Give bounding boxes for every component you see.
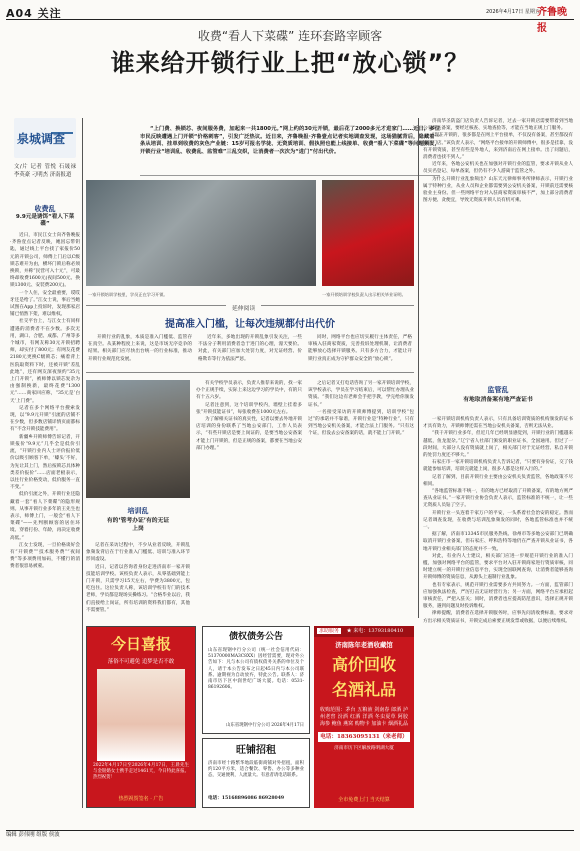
ad-debt-title: 债权债务公告 (228, 632, 283, 642)
section-4-body: 济南华圣防盗门店负责人告诉记者，过去一家开锁店需要带着到当地公安机关备案，要经过核查、实地查验等，才能在当地正规上门服务。 “现在开锁的，很多都是在网上平台接单，不仅没有备案，甚至都没有固定门店。”该负责人表示，“网络平台接单的开锁师傅中，很多是挂靠，没有开锁资质，甚至有些是外地人，来到济南后在网上接单。出了问题后，消费者也找不到人。” 近年来，各地公安机关也在加强对开锁行业的监管，要求开锁从业人员实名登记、每单备案，但仍有不少人游离于监管之外。 为什么开锁行业乱象频出？山东天元律师事务所律师表示，开锁行业属于特种行业，从业人员和企业都需要到公安机关备案，开锁前还需要核验业主身份。但一些网络平台对入驻商家资质审核不严，加上部分消费者图方便、贪便宜，导致无资质开锁人员有机可乘。 (423, 119, 573, 204)
ad-debt-notice (202, 626, 310, 734)
ad-liquor-phone-small: ★ 来电：13793180410 (346, 628, 404, 634)
page-header (6, 4, 574, 34)
ad-liquor-big1: 高价回收 (331, 654, 396, 674)
column-divider-right (418, 118, 419, 618)
byline: 文/片 记者 管悦 石晟禄 李英豪 刁明杰 济南报道 (14, 164, 76, 178)
ad-liquor-topbar (314, 626, 414, 637)
extended-reading-box (86, 305, 414, 373)
ad-liquor-tag: 求助服务 (319, 628, 340, 634)
ad-rental-title: 旺铺招租 (236, 745, 276, 756)
ad-liquor-recycle (314, 626, 414, 808)
ad-liquor-address: 济南市历下区解放路明湖大厦 (334, 746, 394, 752)
editor-credits: 编辑 彭伟刚 组版 侯波 (6, 832, 60, 838)
ad-shop-rental (202, 738, 310, 808)
section-1-body: 近日，市民江女士向齐鲁晚报·齐鲁壹点记者反映，她因忘带钥匙，通过线上平台找了家报价50元的开锁公司，师傅上门后以C级锁芯难开为由，横坏门锁后称必须换锁，并称“民营可入十元”，可最终却收费1600元(夜间500元、换锁1300元、安装费200元)。 一个人住，安全最重要，哎哎牙还是给了。”江女士说，事后当她试图在App上投诉时，发现那家店铺已悄然下架，难以维权。 社交平台上，与江女士有同样遭遇的消费者不在少数。多次无用，湖口、合肥、成都、广州等多个城市，有网友称30元开锁招聘师，却实付了800元；有网友花费2180元更换C级锁芯；痛着背上医院取资料下时，还被开锁“差乱此地”，还有网友深夜预约“35元上门开锁”，被师傅以锁芯复杂为由强制换新，最终花费“1300元”……商家回应称，“35元是‘白天’上门费”。 记者在多个网络平台搜索发现，以“9.9元开锁”引流的店铺不在少数，但多数店铺详情页面都标有“不含开锁技能费用”。 新疆乡开锁师傅告诉记者，开锁报价“9.9元”几乎全是低价引流，“开锁行业内人士评价报价低价以吸引顾客下单，‘噱头’不好，为先让其上门，然后按锁芯具体种类差价报价”……店面老板表示，以往行业价格变动，低价服务一直不变。” 低价引流之外，开锁行业还隐藏着一套“看人下菜碟”的隐形规则。从事开锁行业多年的王先生也表示，师傅上门，一般会“看人下菜碟”——先判断顾客的居住环境、穿着打扮、年龄，再决定收费高低。” 江女士发现，一旦价格谈好会有“开锁费”“技术服务费”“夜间费”等多项费用加码，不懂行的消费者很容易被蒙。 (10, 233, 80, 570)
photo-2-caption: 一家开锁培训学校负责人出示相关毕业证明。 (322, 292, 406, 297)
training-class-photo (86, 180, 316, 286)
locksmith-work-photo (86, 380, 190, 498)
ad-liquor-phone: 电话：18363095131（来老师） (318, 732, 410, 743)
ad-celebration-footer: 热烈祝贺签名 · 广告 (118, 796, 164, 803)
newspaper-logo: 齐鲁晚报 (537, 7, 567, 34)
page-number: A04 关注 (6, 7, 62, 20)
sub-headline: 收费“看人下菜碟” 连环套路宰顾客 (197, 29, 383, 43)
section-5-subheading: 有地取消备案有地严查证书 (463, 397, 533, 403)
section-5-heading: 监管乱 (487, 386, 509, 394)
ad-liquor-title: 济南陈年老酒收藏馆 (335, 641, 393, 649)
ad-celebration-slogan: 落俗不可避免 追梦是否不敢 (107, 659, 175, 666)
ad-celebration (86, 626, 196, 808)
main-headline: 谁来给开锁行业上把“放心锁”？ (110, 49, 470, 77)
ad-debt-body: 山东省现钢中行分公司（统一社会信用代码：51370000MA3C8XX）因经营需要，现对外公告如下：凡与本公司有债权债务关系的单位及个人，请于本公告发布之日起45日内与本公司联系。逾期视为自动放弃，特此公告。联系人：济南市历下区中润世纪广场大厦。电话：0531-86192606。 (208, 647, 304, 691)
extended-reading-tag: 延伸阅读 (226, 305, 261, 314)
column-divider (82, 118, 83, 808)
photo-1-caption: 一家开锁培训学校里，学员正在学习开锁。 (88, 292, 168, 297)
ad-debt-footer: 山东省现钢中行分公司 2026年4月17日 (225, 723, 304, 729)
ad-celebration-body: 2022年4月17日至2026年4月17日，王晨先生与金银婚女士携手走过1461天，今日特此喜报。热烈祝贺！ (93, 762, 189, 780)
ad-rental-body: 济南市经十路繁华地段临街商铺对外招租，面积约120平方米，适合餐饮、零售、办公等多种业态，交通便利，人流量大。有意者请电话联系。 (208, 760, 304, 778)
ad-rental-phone: 电话：15168896086 86928049 (208, 795, 285, 801)
certificate-photo (322, 180, 414, 286)
ad-liquor-body: 收购范围：茅台 五粮液 剑南春 郎酒 泸州老窖 汾酒 红酒 洋酒 冬虫夏草 阿胶 海参 鲍鱼 燕窝 购物卡 加油卡 烟酒礼品 (320, 706, 408, 727)
lead-paragraph: “上门费、换锁芯、夜间服务费，加起来一共1800元。”网上约的30元开锁，最后花了2000多元才进家门……近日，多位市民反映遭遇上门开锁“价格刺客”，引发广泛热议。近日来，齐鲁晚报·齐鲁壹点记者实地调查发现，这场猫腻背后，隐藏着一条从培训、挂单到收费的灰色产业链：15岁可报名学徒、无资质培训、假执照也能上线接单、收费“看人下菜碟”等问题频发，开锁行业“培训乱、收费乱、监管难”三乱交织，让消费者一次次为“进门”付出代价。 (140, 126, 440, 176)
section-2-heading: 培训乱 (127, 507, 149, 515)
ad-liquor-footer: 全市免费上门 当天结算 (338, 797, 390, 804)
section-3-body: 有关学校学员表示，负责人推荐来说的，找一家办个正规手续，实际上来这边学习的学员中，有的只有十五六岁。 记者注意到，这个培训学校内，墙壁上挂着多张“开锁技能证书”，每张收费在1000元左右。 为了解相关证书的真实性，记者以要去外地开锁店培训的身份联系了当地公安部门，工作人员表示，“有些开锁店是要上岗证的，是要当地公安备案才能上门开锁的，但是正规的备案，都要在当地公安部门办理。” 之后记者又打电话咨询了另一家开锁培训学校，该学校表示，学员在学习结束后，可以帮忙办理从业资质。“我们这边有老师会手把手教，学完给你颁发证书。” 一名接受采访的开锁师傅提到，培训学校“包过”的承诺并不靠谱，开锁行业是“特种行业”，只有到当地公安机关备案，才能合法上门服务。“只有这个证，但没去公安备案的话，就不能上门开锁。” (196, 381, 414, 451)
column-logo (14, 118, 76, 158)
column-logo-label: 泉城调查 (17, 132, 66, 146)
section-5-body: 一家开锁培训机构负责人表示，只有具备培训资质的机构颁发的证书才具有效力，开锁师傅还需在当地公安机关备案，否则无法从业。 “我干开锁行业多年，但近几年已经明显感觉到，开锁行业的门槛越来越低，鱼龙混杂。”辽宁省人社部门颁发的职业证书，全国通用。但过了一段时间，大部分人没有资质就上岗了，相关部门对于无证经营、私自开锁的处罚力度还不够大。” 石家庄市一家开锁培训机构负责人告诉记者，“只要有身份证，交了钱就能参加培训，培训完就能上岗，很多人都是这样入行的。” 记者了解到，目前开锁行业主要由公安机关负责监管，各地政策不尽相同。 “各地监管标准不统一，有的地方已经取消了开锁备案，有的地方则严查从业证书。”一家开锁行业协会负责人表示，监管标准的不统一，让一些无资质人员钻了空子。 开锁行业一头连着千家万户的平安，一头系着社会治安的稳定。然而记者调查发现，在收费与培训乱象频发的同时，各地监管标准也并不统一。 据了解，济南市13345市民服务热线、徐州市等多地公安部门已明确取消开锁行业备案，但石家庄、呼和浩特等地仍在严查开锁从业证书，各地开锁行业相关部门的态度并不一致。 对此，有业内人士建议，相关部门应进一步规范开锁行业的准入门槛，加强对网络平台的监管，要求平台对入驻开锁商家进行资质审核，同时建立统一的开锁行业信息平台，实现全国联网查询，让消费者能够查询开锁师傅的资质信息，从源头上遏制行业乱象。 也有专家表示，规范开锁行业需要多方共同努力。一方面，监管部门应加强执法检查，严厉打击无证经营行为；另一方面，网络平台应承担起审核责任，严把入驻关；同时，消费者也应提高防范意识，选择正规开锁服务，遇到问题及时投诉维权。 律师提醒，消费者在选择开锁服务时，应事先问清收费标准，要求对方出示相关资质证书，开锁完成后索要正规发票或收据，以便后续维权。 (423, 417, 573, 624)
ad-celebration-title: 今日喜报 (110, 635, 171, 653)
section-1-subheading: 9.9元是诱饵“看人下菜碟” (15, 214, 75, 227)
section-2-body: 记者在采访过程中，不少从业者反映，开锁乱象频发背后在于行业准入门槛低、培训与准入环节形同虚设。 近日，记者以咨询者身份走进济南市一家开锁技能培训学校。该校负责人表示，从零基础到能上门开锁，只需学习15天左右，学费为3800元，包吃包住。这位负责人称，该培训学校有专门的技术老师，学员都是现场实操练习。“合格毕业以后，我们直接给上岗证，所有培训的资料我们都有，其他不需要管。” (86, 543, 190, 613)
couple-photo (97, 669, 185, 761)
section-2-subheading: 有的‘管考办证’有的无证上岗 (106, 518, 170, 532)
page-footer (6, 830, 574, 842)
ad-liquor-big2: 名酒礼品 (331, 679, 396, 699)
issue-date: 2026年4月17日 星期五 (486, 9, 540, 15)
section-1-heading: 收费乱 (34, 205, 56, 213)
extended-reading-body: 开锁行业的乱象，本质是准入门槛低、监管存在真空。从某种程度上来说，这是市场无序竞争的结果。相关部门应尽快出台统一的行业标准，推动开锁行业规范化发展。 近年来，多地出现的开锁乱象引发关注，一些不法分子利用消费者急于进门的心理，漫天要价。对此，有关部门应加大处罚力度，对无证经营、价格欺诈等行为依法严惩。 同时，网络平台也应切实履行主体责任，严格审核入驻商家资质，完善投诉处理机制，让消费者能够放心选择开锁服务。只有多方合力，才能让开锁行业真正成为守护群众安全的“放心锁”。 (88, 335, 412, 362)
extended-reading-headline: 提高准入门槛，让每次违规都付出代价 (165, 319, 335, 330)
